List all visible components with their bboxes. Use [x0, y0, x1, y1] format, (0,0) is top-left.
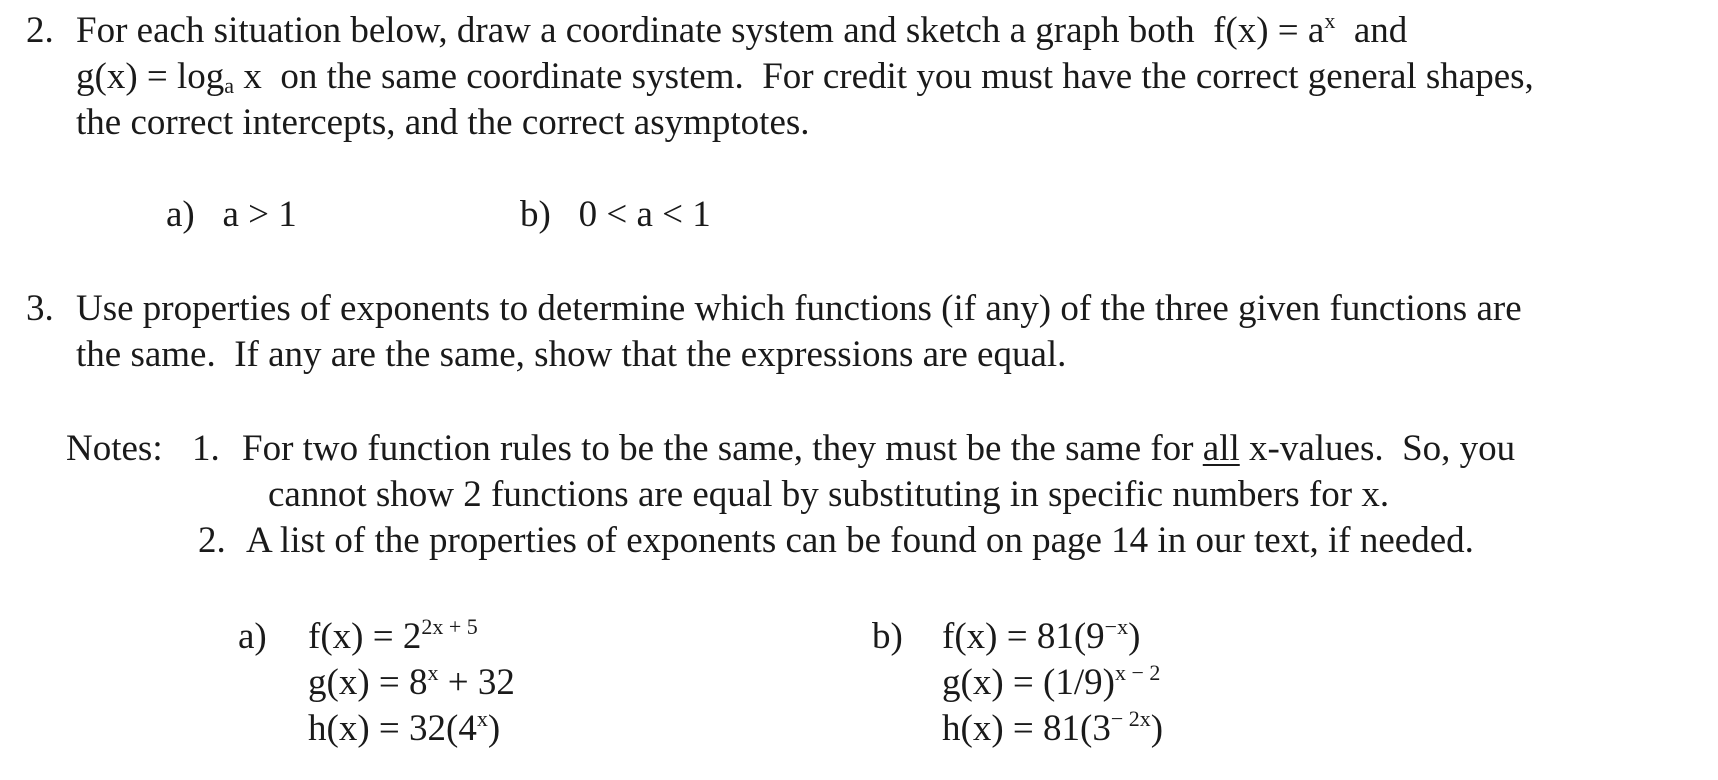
note-1-line-1: [242, 430, 1515, 467]
note-1-underlined-word: all: [1202, 428, 1240, 469]
part-b-g-exponent: x − 2: [1114, 660, 1161, 685]
problem-2-line-1-end: and: [1335, 10, 1408, 51]
part-a-g-base: g(x) = 8: [308, 662, 428, 703]
part-a-h-base: h(x) = 32(4: [308, 708, 477, 749]
problem-3-part-b-label: b): [872, 616, 903, 657]
problem-3-number: 3.: [26, 288, 54, 329]
problem-2-line-1: [76, 8, 1408, 51]
problem-2-part-a: a) a > 1: [166, 194, 297, 235]
part-a-f-function: [308, 614, 478, 657]
part-b-f-exponent: −x: [1104, 614, 1129, 639]
exponent-x: x: [1324, 8, 1336, 33]
part-b-g-base: g(x) = (1/9): [942, 662, 1115, 703]
part-a-g-function: [308, 660, 515, 703]
note-2-number: 2.: [198, 520, 226, 561]
note-1-line-2: cannot show 2 functions are equal by substituting in specific numbers for x.: [268, 474, 1390, 515]
problem-2-line-2-text: x on the same coordinate system. For credit you must have the correct general shapes,: [234, 56, 1534, 97]
note-1-text-pre: For two function rules to be the same, they must be the same for: [242, 428, 1194, 469]
note-2-text: A list of the properties of exponents can be found on page 14 in our text, if needed.: [246, 520, 1474, 561]
part-b-h-end: ): [1150, 708, 1164, 749]
part-a-h-end: ): [487, 708, 501, 749]
problem-3-part-a-label: a): [238, 616, 267, 657]
problem-3-line-1: Use properties of exponents to determine which functions (if any) of the three given functions are: [76, 288, 1522, 329]
problem-2-number: 2.: [26, 10, 54, 51]
part-b-h-function: [942, 706, 1164, 749]
part-a-h-exponent: x: [476, 706, 488, 731]
problem-2-line-2: [76, 56, 1534, 98]
part-b-g-function: [942, 660, 1161, 703]
part-b-f-function: [942, 614, 1141, 657]
part-a-f-exponent: 2x + 5: [421, 614, 478, 639]
note-1-number: 1.: [192, 428, 220, 469]
problem-2-part-b: b) 0 < a < 1: [520, 194, 711, 235]
part-b-f-end: ): [1128, 616, 1141, 657]
part-b-f-base: f(x) = 81(9: [942, 616, 1105, 657]
part-b-h-base: h(x) = 81(3: [942, 708, 1111, 749]
notes-label: Notes:: [66, 428, 163, 469]
problem-2-line-3: the correct intercepts, and the correct asymptotes.: [76, 102, 810, 143]
part-b-h-exponent: − 2x: [1110, 706, 1151, 731]
part-a-f-base: f(x) = 2: [308, 616, 422, 657]
log-function-start: g(x) = log: [76, 56, 225, 97]
note-1-text-post: x-values. So, you: [1249, 428, 1516, 469]
part-a-g-end: + 32: [438, 662, 515, 703]
problem-2-line-1-text: For each situation below, draw a coordinate system and sketch a graph both f(x) = a: [76, 10, 1325, 51]
part-a-h-function: [308, 706, 501, 749]
problem-3-line-2: the same. If any are the same, show that the expressions are equal.: [76, 334, 1067, 375]
log-base-a: a: [224, 73, 235, 98]
part-a-g-exponent: x: [427, 660, 439, 685]
